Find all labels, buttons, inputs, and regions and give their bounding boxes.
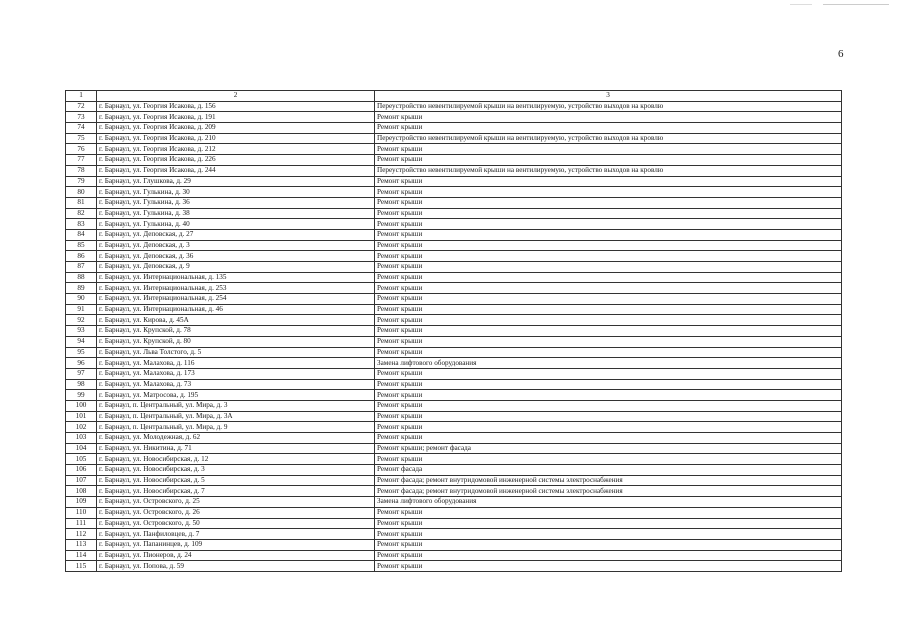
page-number: 6	[838, 48, 844, 60]
header-col-number: 1	[66, 91, 97, 102]
row-number: 99	[66, 390, 97, 401]
row-work-type: Ремонт крыши	[375, 411, 842, 422]
row-address: г. Барнаул, ул. Крупской, д. 78	[97, 326, 375, 337]
row-work-type: Ремонт крыши	[375, 422, 842, 433]
table-row	[66, 475, 842, 486]
row-address: г. Барнаул, ул. Никитина, д. 71	[97, 443, 375, 454]
row-work-type: Переустройство невентилируемой крыши на вентилируемую, устройство выходов на кровлю	[375, 165, 842, 176]
row-work-type: Ремонт крыши	[375, 262, 842, 273]
table-row	[66, 101, 842, 112]
table-row	[66, 251, 842, 262]
row-work-type: Ремонт крыши	[375, 240, 842, 251]
row-address: г. Барнаул, ул. Новосибирская, д. 7	[97, 486, 375, 497]
row-work-type: Ремонт крыши; ремонт фасада	[375, 443, 842, 454]
row-work-type: Ремонт крыши	[375, 304, 842, 315]
row-address: г. Барнаул, ул. Деповская, д. 36	[97, 251, 375, 262]
table-row	[66, 272, 842, 283]
row-work-type: Ремонт крыши	[375, 294, 842, 305]
row-work-type: Ремонт фасада	[375, 465, 842, 476]
row-work-type: Ремонт крыши	[375, 539, 842, 550]
table-row	[66, 422, 842, 433]
row-address: г. Барнаул, ул. Глушкова, д. 29	[97, 176, 375, 187]
row-address: г. Барнаул, ул. Кирова, д. 45А	[97, 315, 375, 326]
table-header-row	[66, 91, 842, 102]
row-number: 101	[66, 411, 97, 422]
row-number: 97	[66, 368, 97, 379]
row-number: 82	[66, 208, 97, 219]
row-address: г. Барнаул, ул. Деповская, д. 9	[97, 262, 375, 273]
table-row	[66, 411, 842, 422]
row-number: 80	[66, 187, 97, 198]
row-work-type: Ремонт крыши	[375, 251, 842, 262]
row-number: 103	[66, 433, 97, 444]
table-row	[66, 123, 842, 134]
row-address: г. Барнаул, ул. Георгия Исакова, д. 210	[97, 133, 375, 144]
row-number: 78	[66, 165, 97, 176]
row-number: 72	[66, 101, 97, 112]
row-address: г. Барнаул, ул. Малахова, д. 116	[97, 358, 375, 369]
table-row	[66, 390, 842, 401]
row-address: г. Барнаул, ул. Георгия Исакова, д. 244	[97, 165, 375, 176]
table-row	[66, 283, 842, 294]
table-row	[66, 433, 842, 444]
row-work-type: Ремонт крыши	[375, 379, 842, 390]
table-body	[66, 91, 842, 572]
row-number: 113	[66, 539, 97, 550]
row-work-type: Ремонт фасада; ремонт внутридомовой инженерной системы электроснабжения	[375, 475, 842, 486]
row-number: 76	[66, 144, 97, 155]
table-row	[66, 219, 842, 230]
row-number: 96	[66, 358, 97, 369]
table-row	[66, 208, 842, 219]
table-row	[66, 176, 842, 187]
row-number: 106	[66, 465, 97, 476]
table-row	[66, 294, 842, 305]
row-number: 94	[66, 336, 97, 347]
table-row	[66, 550, 842, 561]
row-address: г. Барнаул, ул. Малахова, д. 73	[97, 379, 375, 390]
row-work-type: Ремонт крыши	[375, 219, 842, 230]
row-work-type: Ремонт крыши	[375, 176, 842, 187]
row-number: 89	[66, 283, 97, 294]
table-row	[66, 368, 842, 379]
row-work-type: Ремонт крыши	[375, 550, 842, 561]
table-row	[66, 155, 842, 166]
row-address: г. Барнаул, п. Центральный, ул. Мира, д. 3А	[97, 411, 375, 422]
table-row	[66, 187, 842, 198]
row-address: г. Барнаул, ул. Островского, д. 50	[97, 518, 375, 529]
row-address: г. Барнаул, ул. Интернациональная, д. 46	[97, 304, 375, 315]
header-col-work-type: 3	[375, 91, 842, 102]
row-number: 105	[66, 454, 97, 465]
row-work-type: Ремонт крыши	[375, 283, 842, 294]
table-row	[66, 197, 842, 208]
row-address: г. Барнаул, ул. Новосибирская, д. 5	[97, 475, 375, 486]
row-work-type: Ремонт крыши	[375, 561, 842, 572]
row-work-type: Ремонт крыши	[375, 326, 842, 337]
table-row	[66, 347, 842, 358]
row-address: г. Барнаул, ул. Интернациональная, д. 253	[97, 283, 375, 294]
row-address: г. Барнаул, п. Центральный, ул. Мира, д. 9	[97, 422, 375, 433]
row-work-type: Ремонт крыши	[375, 433, 842, 444]
row-address: г. Барнаул, ул. Островского, д. 25	[97, 497, 375, 508]
row-address: г. Барнаул, ул. Новосибирская, д. 12	[97, 454, 375, 465]
row-address: г. Барнаул, ул. Георгия Исакова, д. 209	[97, 123, 375, 134]
row-address: г. Барнаул, ул. Попова, д. 59	[97, 561, 375, 572]
row-number: 75	[66, 133, 97, 144]
row-address: г. Барнаул, ул. Льва Толстого, д. 5	[97, 347, 375, 358]
row-work-type: Ремонт крыши	[375, 123, 842, 134]
row-number: 91	[66, 304, 97, 315]
row-address: г. Барнаул, ул. Крупской, д. 80	[97, 336, 375, 347]
row-number: 77	[66, 155, 97, 166]
row-address: г. Барнаул, ул. Георгия Исакова, д. 226	[97, 155, 375, 166]
row-address: г. Барнаул, ул. Папанинцев, д. 109	[97, 539, 375, 550]
table-row	[66, 518, 842, 529]
table-row	[66, 454, 842, 465]
header-col-address: 2	[97, 91, 375, 102]
row-work-type: Ремонт крыши	[375, 208, 842, 219]
row-address: г. Барнаул, ул. Гулькина, д. 36	[97, 197, 375, 208]
row-work-type: Ремонт крыши	[375, 229, 842, 240]
row-address: г. Барнаул, ул. Гулькина, д. 38	[97, 208, 375, 219]
table-row	[66, 240, 842, 251]
row-address: г. Барнаул, ул. Островского, д. 26	[97, 507, 375, 518]
table-row	[66, 133, 842, 144]
row-number: 102	[66, 422, 97, 433]
table-row	[66, 165, 842, 176]
row-work-type: Ремонт крыши	[375, 390, 842, 401]
row-number: 93	[66, 326, 97, 337]
row-address: г. Барнаул, ул. Георгия Исакова, д. 156	[97, 101, 375, 112]
table-row	[66, 539, 842, 550]
row-address: г. Барнаул, ул. Матросова, д. 195	[97, 390, 375, 401]
row-number: 104	[66, 443, 97, 454]
row-address: г. Барнаул, ул. Малахова, д. 173	[97, 368, 375, 379]
table-row	[66, 443, 842, 454]
row-work-type: Замена лифтового оборудования	[375, 358, 842, 369]
row-address: г. Барнаул, ул. Гулькина, д. 30	[97, 187, 375, 198]
row-number: 110	[66, 507, 97, 518]
row-work-type: Ремонт крыши	[375, 529, 842, 540]
row-work-type: Ремонт крыши	[375, 507, 842, 518]
row-address: г. Барнаул, ул. Деповская, д. 3	[97, 240, 375, 251]
row-address: г. Барнаул, ул. Интернациональная, д. 254	[97, 294, 375, 305]
table-row	[66, 144, 842, 155]
row-address: г. Барнаул, ул. Георгия Исакова, д. 191	[97, 112, 375, 123]
row-number: 88	[66, 272, 97, 283]
row-number: 111	[66, 518, 97, 529]
row-number: 74	[66, 123, 97, 134]
table-row	[66, 326, 842, 337]
row-address: г. Барнаул, п. Центральный, ул. Мира, д. 3	[97, 400, 375, 411]
row-work-type: Ремонт крыши	[375, 187, 842, 198]
row-address: г. Барнаул, ул. Интернациональная, д. 135	[97, 272, 375, 283]
table-row	[66, 400, 842, 411]
row-number: 73	[66, 112, 97, 123]
row-number: 95	[66, 347, 97, 358]
row-work-type: Переустройство невентилируемой крыши на вентилируемую, устройство выходов на кровлю	[375, 101, 842, 112]
table-row	[66, 379, 842, 390]
row-work-type: Ремонт крыши	[375, 315, 842, 326]
row-address: г. Барнаул, ул. Молодежная, д. 62	[97, 433, 375, 444]
table-row	[66, 561, 842, 572]
table-row	[66, 229, 842, 240]
row-work-type: Ремонт крыши	[375, 272, 842, 283]
table-row	[66, 486, 842, 497]
table-row	[66, 529, 842, 540]
table-row	[66, 336, 842, 347]
row-number: 79	[66, 176, 97, 187]
row-number: 112	[66, 529, 97, 540]
table-row	[66, 465, 842, 476]
table-row	[66, 315, 842, 326]
table-row	[66, 507, 842, 518]
row-address: г. Барнаул, ул. Пионеров, д. 24	[97, 550, 375, 561]
row-work-type: Ремонт фасада; ремонт внутридомовой инженерной системы электроснабжения	[375, 486, 842, 497]
row-number: 81	[66, 197, 97, 208]
row-work-type: Ремонт крыши	[375, 155, 842, 166]
row-number: 86	[66, 251, 97, 262]
row-number: 107	[66, 475, 97, 486]
row-number: 84	[66, 229, 97, 240]
row-number: 114	[66, 550, 97, 561]
row-work-type: Ремонт крыши	[375, 454, 842, 465]
row-work-type: Ремонт крыши	[375, 518, 842, 529]
table-row	[66, 112, 842, 123]
row-number: 92	[66, 315, 97, 326]
row-number: 100	[66, 400, 97, 411]
row-number: 85	[66, 240, 97, 251]
table-row	[66, 497, 842, 508]
row-address: г. Барнаул, ул. Новосибирская, д. 3	[97, 465, 375, 476]
row-number: 115	[66, 561, 97, 572]
table-row	[66, 358, 842, 369]
row-number: 98	[66, 379, 97, 390]
row-address: г. Барнаул, ул. Деповская, д. 27	[97, 229, 375, 240]
row-number: 87	[66, 262, 97, 273]
row-work-type: Ремонт крыши	[375, 336, 842, 347]
row-work-type: Ремонт крыши	[375, 400, 842, 411]
row-work-type: Замена лифтового оборудования	[375, 497, 842, 508]
row-address: г. Барнаул, ул. Георгия Исакова, д. 212	[97, 144, 375, 155]
row-number: 108	[66, 486, 97, 497]
row-work-type: Ремонт крыши	[375, 197, 842, 208]
row-number: 109	[66, 497, 97, 508]
row-address: г. Барнаул, ул. Гулькина, д. 40	[97, 219, 375, 230]
row-work-type: Ремонт крыши	[375, 144, 842, 155]
row-work-type: Ремонт крыши	[375, 347, 842, 358]
row-work-type: Ремонт крыши	[375, 368, 842, 379]
works-table	[65, 90, 842, 572]
row-address: г. Барнаул, ул. Панфиловцев, д. 7	[97, 529, 375, 540]
scan-artifact	[790, 4, 900, 5]
row-number: 83	[66, 219, 97, 230]
row-number: 90	[66, 294, 97, 305]
table-row	[66, 304, 842, 315]
row-work-type: Ремонт крыши	[375, 112, 842, 123]
row-work-type: Переустройство невентилируемой крыши на вентилируемую, устройство выходов на кровлю	[375, 133, 842, 144]
table-row	[66, 262, 842, 273]
